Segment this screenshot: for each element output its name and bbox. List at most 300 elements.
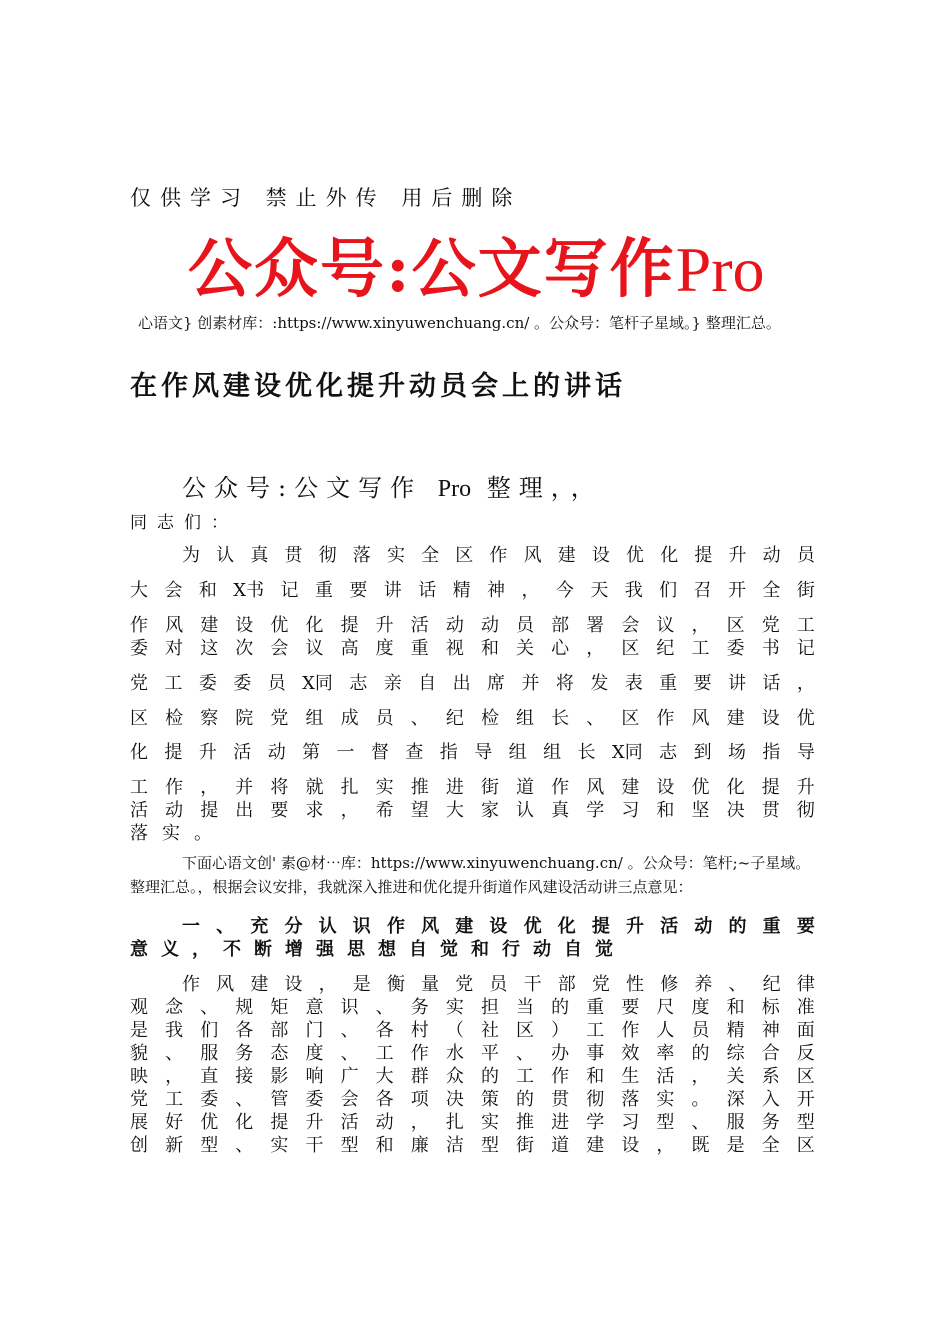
glyph: 党 bbox=[130, 673, 148, 694]
glyph: 会 bbox=[164, 580, 183, 601]
glyph: 要 bbox=[621, 997, 640, 1018]
glyph: 导 bbox=[796, 742, 815, 763]
glyph: 建 bbox=[586, 1135, 605, 1156]
glyph: 。 bbox=[691, 1089, 710, 1110]
glyph: 决 bbox=[726, 800, 745, 821]
glyph: 员 bbox=[691, 1020, 710, 1041]
glyph: 重 bbox=[586, 997, 605, 1018]
glyph: 廉 bbox=[410, 1135, 429, 1156]
disclaimer-text: 仅供学习 禁止外传 用后删除 bbox=[130, 186, 522, 210]
glyph: ， bbox=[410, 1112, 429, 1133]
glyph: 工 bbox=[130, 777, 148, 798]
glyph: 志 bbox=[659, 742, 678, 763]
glyph: 修 bbox=[660, 974, 679, 995]
glyph: 重 bbox=[659, 673, 678, 694]
glyph: 升 bbox=[305, 1112, 324, 1133]
glyph: 实 bbox=[375, 777, 394, 798]
glyph: 各 bbox=[375, 1020, 394, 1041]
glyph: 席 bbox=[487, 673, 506, 694]
glyph: 作 bbox=[165, 777, 184, 798]
glyph: 服 bbox=[200, 1043, 219, 1064]
glyph: 、 bbox=[691, 1112, 710, 1133]
glyph: ， bbox=[691, 1066, 710, 1087]
glyph: 活 bbox=[233, 742, 252, 763]
glyph: 观 bbox=[130, 997, 148, 1018]
glyph: 检 bbox=[480, 708, 499, 729]
glyph: 党 bbox=[591, 974, 610, 995]
glyph: 委 bbox=[233, 673, 252, 694]
glyph: 并 bbox=[235, 777, 254, 798]
glyph: 、 bbox=[216, 916, 235, 937]
glyph: 实 bbox=[445, 997, 464, 1018]
glyph: 提 bbox=[694, 545, 713, 566]
glyph: 律 bbox=[796, 974, 815, 995]
glyph: 活 bbox=[130, 800, 148, 821]
glyph: 的 bbox=[516, 1089, 535, 1110]
glyph: 决 bbox=[445, 1089, 464, 1110]
glyph: 风 bbox=[165, 615, 184, 636]
glyph: 认 bbox=[318, 916, 337, 937]
glyph: 的 bbox=[728, 916, 747, 937]
glyph: 合 bbox=[761, 1043, 780, 1064]
glyph: 记 bbox=[796, 638, 815, 659]
glyph: 全 bbox=[421, 545, 440, 566]
glyph: 精 bbox=[726, 1020, 745, 1041]
glyph: 会 bbox=[340, 1089, 359, 1110]
glyph: 准 bbox=[796, 997, 815, 1018]
glyph: 亲 bbox=[383, 673, 402, 694]
glyph: 工 bbox=[691, 638, 710, 659]
glyph: 表 bbox=[624, 673, 643, 694]
glyph: 干 bbox=[523, 974, 542, 995]
glyph: 真 bbox=[250, 545, 269, 566]
glyph: 大 bbox=[375, 1066, 394, 1087]
glyph: 、 bbox=[235, 1135, 254, 1156]
glyph: 区 bbox=[796, 1135, 815, 1156]
glyph: 会 bbox=[621, 615, 640, 636]
glyph: 我 bbox=[165, 1020, 184, 1041]
glyph: 化 bbox=[235, 1112, 254, 1133]
glyph: 党 bbox=[455, 974, 474, 995]
glyph: 设 bbox=[284, 974, 303, 995]
glyph: 重 bbox=[314, 580, 333, 601]
glyph: 要 bbox=[796, 916, 815, 937]
glyph: 要 bbox=[349, 580, 368, 601]
glyph: 设 bbox=[235, 615, 254, 636]
glyph: 组 bbox=[305, 708, 324, 729]
glyph: 家 bbox=[480, 800, 499, 821]
glyph: 对 bbox=[165, 638, 184, 659]
glyph: 当 bbox=[516, 997, 535, 1018]
glyph: 担 bbox=[480, 997, 499, 1018]
glyph: 、 bbox=[340, 1043, 359, 1064]
glyph: 导 bbox=[474, 742, 493, 763]
glyph: 和 bbox=[726, 997, 745, 1018]
glyph: 部 bbox=[557, 974, 576, 995]
glyph: 区 bbox=[621, 638, 640, 659]
glyph: 到 bbox=[693, 742, 712, 763]
glyph: 话 bbox=[418, 580, 437, 601]
glyph: 水 bbox=[445, 1043, 464, 1064]
glyph: 关 bbox=[726, 1066, 745, 1087]
glyph: 面 bbox=[796, 1020, 815, 1041]
glyph: 设 bbox=[761, 708, 780, 729]
glyph: ， bbox=[165, 1066, 184, 1087]
glyph: 作 bbox=[551, 1066, 570, 1087]
glyph: 纪 bbox=[656, 638, 675, 659]
glyph: 区 bbox=[796, 1066, 815, 1087]
glyph: 希 bbox=[375, 800, 394, 821]
glyph: 街 bbox=[480, 777, 499, 798]
glyph: 书 bbox=[761, 638, 780, 659]
glyph: 提 bbox=[761, 777, 780, 798]
glyph: 全 bbox=[761, 1135, 780, 1156]
glyph: 度 bbox=[375, 638, 394, 659]
glyph: 委 bbox=[305, 1089, 324, 1110]
glyph: 型 bbox=[656, 1112, 675, 1133]
glyph: 活 bbox=[410, 615, 429, 636]
glyph: 委 bbox=[198, 673, 217, 694]
glyph: 实 bbox=[270, 1135, 289, 1156]
glyph: ， bbox=[656, 1135, 675, 1156]
glyph: 管 bbox=[270, 1089, 289, 1110]
source-line-1: 下面心语文创' 素@材⋯库：https://www.xinyuwenchuang.cn/ 。公众号：笔杆;~子星域。 bbox=[182, 854, 811, 872]
glyph: 督 bbox=[370, 742, 389, 763]
glyph: 全 bbox=[762, 580, 781, 601]
para1-line bbox=[130, 669, 815, 695]
glyph: 讲 bbox=[728, 673, 746, 694]
glyph: 议 bbox=[305, 638, 324, 659]
glyph: 习 bbox=[621, 1112, 640, 1133]
glyph: 建 bbox=[250, 974, 269, 995]
glyph: 这 bbox=[200, 638, 219, 659]
glyph: 、 bbox=[375, 997, 394, 1018]
glyph: 办 bbox=[551, 1043, 570, 1064]
glyph: 充 bbox=[250, 916, 269, 937]
brand-banner bbox=[188, 218, 765, 310]
glyph: 院 bbox=[235, 708, 254, 729]
glyph: 署 bbox=[586, 615, 605, 636]
glyph: 风 bbox=[421, 916, 440, 937]
glyph: 高 bbox=[340, 638, 359, 659]
glyph: 长 bbox=[577, 742, 596, 763]
glyph: 部 bbox=[551, 615, 570, 636]
glyph: 升 bbox=[796, 777, 815, 798]
glyph: 进 bbox=[445, 777, 464, 798]
glyph: 、 bbox=[516, 1043, 535, 1064]
glyph: 型 bbox=[200, 1135, 219, 1156]
glyph: 风 bbox=[523, 545, 542, 566]
glyph: 我 bbox=[624, 580, 643, 601]
glyph: 务 bbox=[235, 1043, 254, 1064]
glyph: 委 bbox=[726, 638, 745, 659]
glyph: 优 bbox=[523, 916, 542, 937]
glyph: 动 bbox=[480, 615, 499, 636]
glyph: 志 bbox=[349, 673, 368, 694]
glyph: 议 bbox=[656, 615, 675, 636]
para1-line bbox=[130, 704, 815, 730]
glyph: 活 bbox=[660, 916, 679, 937]
glyph: 既 bbox=[691, 1135, 710, 1156]
glyph: 关 bbox=[516, 638, 535, 659]
glyph: 识 bbox=[352, 916, 371, 937]
glyph: 尺 bbox=[656, 997, 675, 1018]
glyph: 各 bbox=[375, 1089, 394, 1110]
glyph: 作 bbox=[621, 1020, 640, 1041]
glyph: 彻 bbox=[796, 800, 815, 821]
glyph: 们 bbox=[200, 1020, 219, 1041]
glyph: 彻 bbox=[586, 1089, 605, 1110]
glyph: 作 bbox=[551, 777, 570, 798]
glyph: 和 bbox=[656, 800, 675, 821]
salutation: 同志们： bbox=[130, 513, 238, 533]
glyph: 察 bbox=[200, 708, 219, 729]
para1-line bbox=[130, 738, 815, 764]
glyph: 和 bbox=[586, 1066, 605, 1087]
glyph: 度 bbox=[691, 997, 710, 1018]
glyph: 、 bbox=[586, 708, 605, 729]
glyph: 动 bbox=[694, 916, 713, 937]
glyph: 设 bbox=[621, 1135, 640, 1156]
glyph: 、 bbox=[165, 1043, 184, 1064]
glyph: 新 bbox=[165, 1135, 184, 1156]
glyph: 直 bbox=[200, 1066, 219, 1087]
glyph: 入 bbox=[761, 1089, 780, 1110]
glyph: 学 bbox=[586, 800, 605, 821]
glyph: 建 bbox=[557, 545, 576, 566]
glyph: 、 bbox=[235, 1089, 254, 1110]
glyph: ， bbox=[318, 974, 337, 995]
glyph: 召 bbox=[693, 580, 712, 601]
glyph: 落 bbox=[621, 1089, 640, 1110]
glyph: 纪 bbox=[762, 974, 781, 995]
glyph: 大 bbox=[130, 580, 148, 601]
glyph: 平 bbox=[480, 1043, 499, 1064]
glyph: 优 bbox=[796, 708, 815, 729]
glyph: 优 bbox=[626, 545, 645, 566]
glyph: 型 bbox=[340, 1135, 359, 1156]
glyph: 作 bbox=[410, 1043, 429, 1064]
glyph: ） bbox=[551, 1020, 570, 1041]
glyph: 事 bbox=[586, 1043, 605, 1064]
glyph: 化 bbox=[660, 545, 679, 566]
glyph: 接 bbox=[235, 1066, 254, 1087]
glyph: 提 bbox=[340, 615, 359, 636]
glyph: 街 bbox=[516, 1135, 535, 1156]
glyph: 优 bbox=[200, 1112, 219, 1133]
glyph: 广 bbox=[340, 1066, 359, 1087]
glyph: 升 bbox=[626, 916, 645, 937]
para1-line bbox=[182, 541, 815, 567]
glyph: 纪 bbox=[445, 708, 464, 729]
glyph: 貌 bbox=[130, 1043, 148, 1064]
glyph: 型 bbox=[796, 1112, 815, 1133]
para1-line bbox=[130, 634, 815, 660]
glyph: 干 bbox=[305, 1135, 324, 1156]
glyph: 工 bbox=[165, 1089, 184, 1110]
glyph: 道 bbox=[516, 777, 535, 798]
glyph: 天 bbox=[590, 580, 609, 601]
glyph: 作 bbox=[489, 545, 508, 566]
glyph: 设 bbox=[591, 545, 610, 566]
brand-pro-text: Pro bbox=[675, 234, 765, 305]
glyph: 次 bbox=[235, 638, 254, 659]
glyph: 区 bbox=[455, 545, 474, 566]
glyph: 心 bbox=[551, 638, 570, 659]
glyph: ， bbox=[691, 615, 710, 636]
glyph: 实 bbox=[386, 545, 405, 566]
source-note: 心语文} 创素材库：:https://www.xinyuwenchuang.cn/ 。公众号：笔杆子星域。} 整理汇总。 bbox=[138, 314, 781, 332]
glyph: 升 bbox=[375, 615, 394, 636]
glyph: 建 bbox=[726, 708, 745, 729]
glyph: 贯 bbox=[284, 545, 303, 566]
glyph: 作 bbox=[130, 615, 148, 636]
glyph: 衡 bbox=[386, 974, 405, 995]
glyph: 洁 bbox=[445, 1135, 464, 1156]
glyph: 开 bbox=[728, 580, 746, 601]
glyph: 们 bbox=[659, 580, 678, 601]
glyph: 、 bbox=[728, 974, 747, 995]
publisher-pro: Pro bbox=[437, 476, 472, 502]
glyph: 党 bbox=[270, 708, 289, 729]
section1-heading-line: 意义，不断增强思想自觉和行动自觉 bbox=[130, 939, 626, 960]
glyph: 出 bbox=[235, 800, 254, 821]
glyph: 大 bbox=[445, 800, 464, 821]
glyph: 动 bbox=[445, 615, 464, 636]
glyph: 度 bbox=[305, 1043, 324, 1064]
glyph: 动 bbox=[267, 742, 286, 763]
glyph: 精 bbox=[452, 580, 471, 601]
glyph: 区 bbox=[726, 615, 745, 636]
glyph: 活 bbox=[656, 1066, 675, 1087]
glyph: 员 bbox=[267, 673, 286, 694]
glyph: 为 bbox=[182, 545, 200, 566]
glyph: 生 bbox=[621, 1066, 640, 1087]
glyph: 的 bbox=[691, 1043, 710, 1064]
glyph: 响 bbox=[305, 1066, 324, 1087]
glyph: 出 bbox=[452, 673, 471, 694]
glyph: 区 bbox=[516, 1020, 535, 1041]
para1-line: 落实。 bbox=[130, 823, 226, 844]
source-line-2: 整理汇总。，根据会议安排，我就深入推进和优化提升街道作风建设活动讲三点意见： bbox=[130, 878, 693, 896]
glyph: 推 bbox=[516, 1112, 535, 1133]
glyph: 神 bbox=[487, 580, 506, 601]
glyph: 场 bbox=[728, 742, 746, 763]
glyph: 自 bbox=[418, 673, 437, 694]
glyph: 分 bbox=[284, 916, 303, 937]
glyph: 实 bbox=[480, 1112, 499, 1133]
glyph: 和 bbox=[375, 1135, 394, 1156]
glyph: 组 bbox=[543, 742, 562, 763]
glyph: 重 bbox=[762, 916, 781, 937]
glyph: 组 bbox=[508, 742, 527, 763]
glyph: 是 bbox=[352, 974, 371, 995]
glyph: 扎 bbox=[445, 1112, 464, 1133]
glyph: 提 bbox=[270, 1112, 289, 1133]
glyph: 优 bbox=[270, 615, 289, 636]
glyph: 学 bbox=[586, 1112, 605, 1133]
glyph: 党 bbox=[130, 1089, 148, 1110]
glyph: 综 bbox=[726, 1043, 745, 1064]
glyph: 记 bbox=[280, 580, 299, 601]
glyph: 长 bbox=[551, 708, 570, 729]
glyph: 今 bbox=[555, 580, 574, 601]
glyph: X书 bbox=[233, 580, 265, 601]
glyph: 和 bbox=[198, 580, 217, 601]
glyph: 动 bbox=[762, 545, 781, 566]
glyph: 将 bbox=[555, 673, 574, 694]
glyph: 门 bbox=[305, 1020, 324, 1041]
glyph: ， bbox=[586, 638, 605, 659]
glyph: 规 bbox=[235, 997, 254, 1018]
glyph: X同 bbox=[611, 742, 643, 763]
glyph: 优 bbox=[691, 777, 710, 798]
glyph: 村 bbox=[410, 1020, 429, 1041]
glyph: 贯 bbox=[551, 1089, 570, 1110]
glyph: 一 bbox=[336, 742, 355, 763]
glyph: 部 bbox=[270, 1020, 289, 1041]
glyph: ， bbox=[796, 673, 815, 694]
glyph: 升 bbox=[728, 545, 747, 566]
glyph: 设 bbox=[656, 777, 675, 798]
document-title: 在作风建设优化提升动员会上的讲话 bbox=[130, 371, 626, 402]
glyph: ， bbox=[521, 580, 540, 601]
glyph: 作 bbox=[656, 708, 675, 729]
glyph: 项 bbox=[410, 1089, 429, 1110]
glyph: 是 bbox=[130, 1020, 148, 1041]
glyph: 视 bbox=[445, 638, 464, 659]
glyph: 发 bbox=[590, 673, 609, 694]
glyph: 员 bbox=[489, 974, 508, 995]
glyph: 展 bbox=[130, 1112, 148, 1133]
glyph: 检 bbox=[165, 708, 184, 729]
publisher-main: 公众号:公文写作 bbox=[182, 474, 423, 502]
glyph: 群 bbox=[410, 1066, 429, 1087]
glyph: 道 bbox=[551, 1135, 570, 1156]
glyph: 区 bbox=[130, 708, 148, 729]
publisher-tail: 整理，， bbox=[486, 474, 603, 502]
glyph: 系 bbox=[761, 1066, 780, 1087]
glyph: 委 bbox=[200, 1089, 219, 1110]
glyph: 开 bbox=[796, 1089, 815, 1110]
glyph: 、 bbox=[410, 708, 429, 729]
glyph: 求 bbox=[305, 800, 324, 821]
glyph: 进 bbox=[551, 1112, 570, 1133]
glyph: 的 bbox=[480, 1066, 499, 1087]
glyph: 化 bbox=[130, 742, 148, 763]
glyph: 作 bbox=[386, 916, 405, 937]
glyph: 坚 bbox=[691, 800, 710, 821]
glyph: 工 bbox=[375, 1043, 394, 1064]
glyph: 真 bbox=[551, 800, 570, 821]
glyph: 第 bbox=[302, 742, 321, 763]
glyph: 众 bbox=[445, 1066, 464, 1087]
glyph: 好 bbox=[165, 1112, 184, 1133]
glyph: 识 bbox=[340, 997, 359, 1018]
glyph: 务 bbox=[410, 997, 429, 1018]
glyph: 要 bbox=[693, 673, 712, 694]
glyph: 活 bbox=[340, 1112, 359, 1133]
glyph: 创 bbox=[130, 1135, 148, 1156]
glyph: 建 bbox=[621, 777, 640, 798]
glyph: 街 bbox=[796, 580, 815, 601]
glyph: 并 bbox=[521, 673, 540, 694]
glyph: 指 bbox=[762, 742, 781, 763]
glyph: 望 bbox=[410, 800, 429, 821]
glyph: 深 bbox=[726, 1089, 745, 1110]
glyph: 各 bbox=[235, 1020, 254, 1041]
glyph: 动 bbox=[165, 800, 184, 821]
